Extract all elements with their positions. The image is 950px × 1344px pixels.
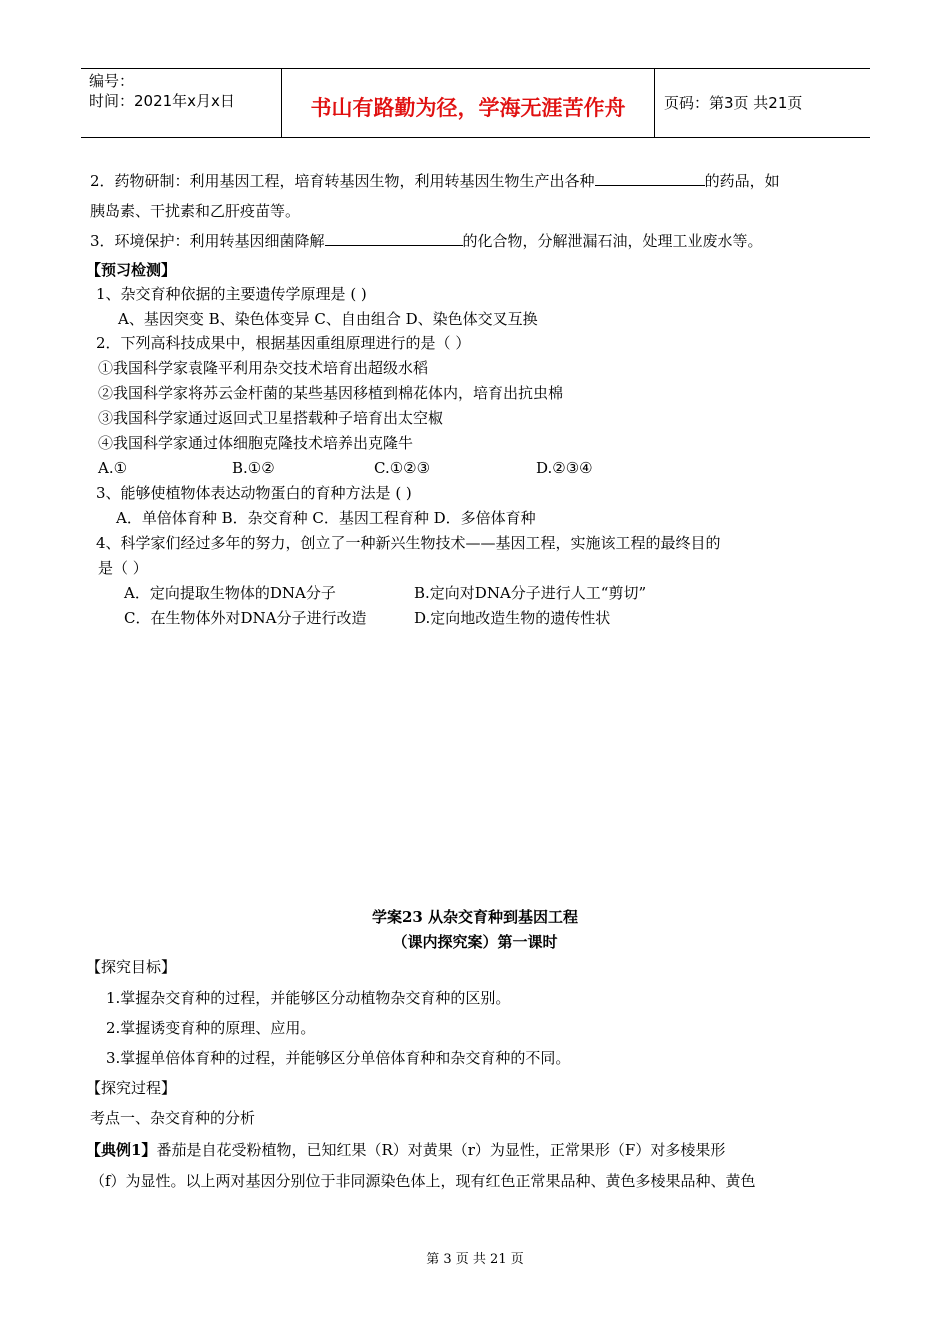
lesson-title: 学案23 从杂交育种到基因工程: [371, 908, 579, 926]
example-1: [86, 1140, 725, 1160]
lesson-subtitle: （课内探究案）第一课时: [392, 933, 558, 951]
goal-2: 2.掌握诱变育种的原理、应用。: [106, 1019, 316, 1037]
example-1-cont: （f）为显性。以上两对基因分别位于非同源染色体上，现有红色正常果品种、黄色多棱果品种、黄色: [90, 1172, 756, 1190]
intro-item-2: [90, 171, 780, 191]
question-4-option-b: B.定向对DNA分子进行人工“剪切”: [414, 584, 647, 602]
question-4-option-d: D.定向地改造生物的遗传性状: [414, 609, 611, 627]
question-4: 4、科学家们经过多年的努力，创立了一种新兴生物技术——基因工程，实施该工程的最终目的: [96, 534, 721, 552]
motto: 书山有路勤为径，学海无涯苦作舟: [310, 96, 626, 120]
header-table: [81, 68, 870, 138]
goals-heading: 【探究目标】: [86, 958, 177, 976]
question-2-statement-3: ③我国科学家通过返回式卫星搭载种子培育出太空椒: [98, 409, 444, 427]
intro-item-2-text: 2．药物研制：利用基因工程，培育转基因生物，利用转基因生物生产出各种: [90, 172, 595, 190]
process-heading: 【探究过程】: [86, 1079, 177, 1097]
header-left-cell: [81, 69, 281, 137]
goal-1: 1.掌握杂交育种的过程，并能够区分动植物杂交育种的区别。: [106, 989, 511, 1007]
intro-item-3: [90, 231, 763, 251]
question-2-option-c: C.①②③: [374, 459, 431, 477]
question-1-options: A、基因突变 B、染色体变异 C、自由组合 D、染色体交叉互换: [118, 310, 538, 328]
example-label: 【典例1】: [86, 1141, 157, 1159]
question-2: 2．下列高科技成果中，根据基因重组原理进行的是（ ）: [96, 334, 471, 352]
page-footer: 第 3 页 共 21 页: [426, 1252, 524, 1267]
fill-blank: [595, 171, 705, 186]
fill-blank: [325, 231, 463, 246]
question-1: 1、杂交育种依据的主要遗传学原理是 ( ): [96, 285, 367, 303]
question-2-statement-4: ④我国科学家通过体细胞克隆技术培养出克隆牛: [98, 434, 414, 452]
intro-item-3-text: 3．环境保护：利用转基因细菌降解: [90, 232, 325, 250]
goal-3: 3.掌握单倍体育种的过程，并能够区分单倍体育种和杂交育种的不同。: [106, 1049, 571, 1067]
number-label: 编号：: [89, 72, 135, 90]
intro-item-2-tail: 的药品，如: [704, 172, 780, 190]
date-label: 时间：2021年x月x日: [89, 92, 235, 110]
question-2-statement-2: ②我国科学家将苏云金杆菌的某些基因移植到棉花体内，培育出抗虫棉: [98, 384, 564, 402]
question-2-statement-1: ①我国科学家袁隆平利用杂交技术培育出超级水稻: [98, 359, 429, 377]
question-3: 3、能够使植物体表达动物蛋白的育种方法是 ( ): [96, 484, 412, 502]
question-4-option-a: A．定向提取生物体的DNA分子: [124, 584, 336, 602]
header-right-cell: [654, 69, 870, 137]
question-2-option-d: D.②③④: [536, 459, 593, 477]
question-4-cont: 是（ ）: [98, 559, 148, 577]
question-4-option-c: C．在生物体外对DNA分子进行改造: [124, 609, 367, 627]
question-3-options: A．单倍体育种 B．杂交育种 C．基因工程育种 D．多倍体育种: [116, 509, 536, 527]
exam-point-1: 考点一、杂交育种的分析: [90, 1109, 256, 1127]
preview-heading: 【预习检测】: [86, 261, 177, 279]
example-text: 番茄是自花受粉植物，已知红果（R）对黄果（r）为显性，正常果形（F）对多棱果形: [156, 1141, 726, 1159]
question-2-option-b: B.①②: [232, 459, 275, 477]
question-2-option-a: A.①: [98, 459, 128, 477]
intro-item-2-cont: 胰岛素、干扰素和乙肝疫苗等。: [90, 202, 301, 220]
header-motto-cell: [281, 69, 655, 137]
intro-item-3-tail: 的化合物，分解泄漏石油，处理工业废水等。: [462, 232, 763, 250]
page-label: 页码：第3页 共21页: [664, 94, 803, 112]
